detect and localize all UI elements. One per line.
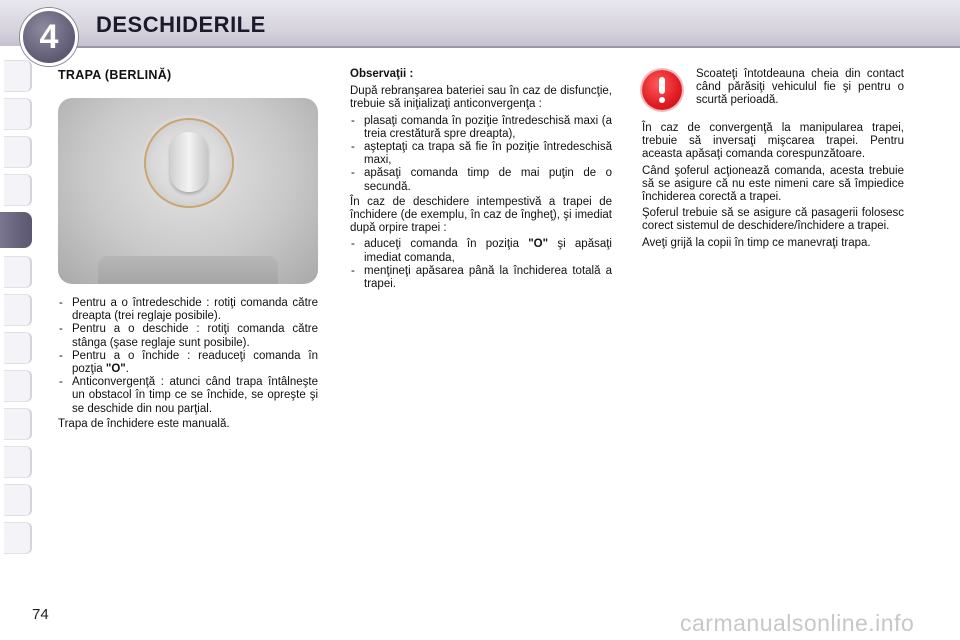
chapter-tab-active[interactable]	[0, 212, 32, 248]
chapter-tab[interactable]	[4, 136, 32, 168]
safety-paragraph: În caz de convergenţă la manipularea trapei, trebuie să inversaţi mişcarea trapei. Pentru aceasta apăsaţi comanda corespunzătoare.	[642, 122, 904, 161]
chapter-tab[interactable]	[4, 370, 32, 402]
list-item: - Anticonvergenţă : atunci când trapa întâlneşte un obstacol în timp ce se închide, se opreşte şi se deschide din nou parţial.	[58, 376, 318, 416]
chapter-tab[interactable]	[4, 98, 32, 130]
list-item: - Pentru a o închide : readuceţi comanda în pozţia "O".	[58, 350, 318, 376]
chapter-tab[interactable]	[4, 446, 32, 478]
safety-paragraph: Când şoferul acţionează comanda, acesta trebuie să se asigure că nu este nimeni care să împiedice închiderea corectă a trapei.	[642, 164, 904, 204]
chapter-tab[interactable]	[4, 408, 32, 440]
safety-paragraph: Aveţi grijă la copii în timp ce manevraţi trapa.	[642, 236, 871, 249]
sunroof-dial	[146, 120, 232, 206]
closing-note: Trapa de închidere este manuală.	[58, 417, 230, 430]
list-item: - apăsaţi comanda timp de mai puţin de o secundă.	[350, 167, 612, 193]
observations-mid: În caz de deschidere intempestivă a trapei de închidere (de exemplu, în caz de îngheţ), şi imediat după orpire trapei :	[350, 195, 612, 235]
chapter-tab[interactable]	[4, 294, 32, 326]
observations-column	[350, 68, 612, 293]
reset-steps-list	[350, 238, 612, 291]
section-heading: TRAPA (BERLINĂ)	[58, 68, 172, 82]
chapter-tab[interactable]	[4, 256, 32, 288]
safety-column	[642, 122, 904, 253]
observations-intro: După rebranşarea bateriei sau în caz de disfuncţie, trebuie să iniţializaţi anticonvergenţa :	[350, 85, 612, 111]
list-item: - Pentru a o întredeschide : rotiţi comanda către dreapta (trei reglaje posibile).	[58, 297, 318, 323]
list-item: - aşteptaţi ca trapa să fie în poziţie întredeschisă maxi,	[350, 141, 612, 167]
sunroof-control-photo	[58, 98, 318, 284]
overhead-console	[98, 256, 278, 284]
sunroof-knob	[170, 132, 208, 192]
chapter-tab[interactable]	[4, 522, 32, 554]
safety-paragraph: Şoferul trebuie să se asigure că pasagerii folosesc corect sistemul de deschidere/închidere a trapei.	[642, 207, 904, 233]
header-divider	[70, 46, 960, 48]
list-item: - menţineţi apăsarea până la închiderea totală a trapei.	[350, 265, 612, 291]
list-item: - Pentru a o deschide : rotiţi comanda către stânga (şase reglaje sunt posibile).	[58, 323, 318, 349]
chapter-tab[interactable]	[4, 60, 32, 92]
page-number: 74	[32, 606, 49, 623]
list-item: - aduceţi comanda în poziţia "O" şi apăsaţi imediat comanda,	[350, 238, 612, 264]
init-steps-list	[350, 115, 612, 194]
warning-text: Scoateţi întotdeauna cheia din contact când părăsiţi vehiculul fie şi pentru o scurtă perioadă.	[696, 68, 904, 107]
chapter-number-badge: 4	[20, 8, 78, 66]
observations-title: Observaţii :	[350, 68, 414, 80]
chapter-tab-strip	[0, 60, 34, 575]
instructions-column	[58, 297, 318, 434]
chapter-tab[interactable]	[4, 174, 32, 206]
watermark: carmanualsonline.info	[680, 610, 915, 636]
chapter-title: DESCHIDERILE	[96, 12, 266, 37]
chapter-tab[interactable]	[4, 484, 32, 516]
list-item: - plasaţi comanda în poziţie întredeschisă maxi (a treia crestătură spre dreapta),	[350, 115, 612, 141]
exclamation-icon	[642, 70, 682, 110]
chapter-tab[interactable]	[4, 332, 32, 364]
instruction-list	[58, 297, 318, 416]
